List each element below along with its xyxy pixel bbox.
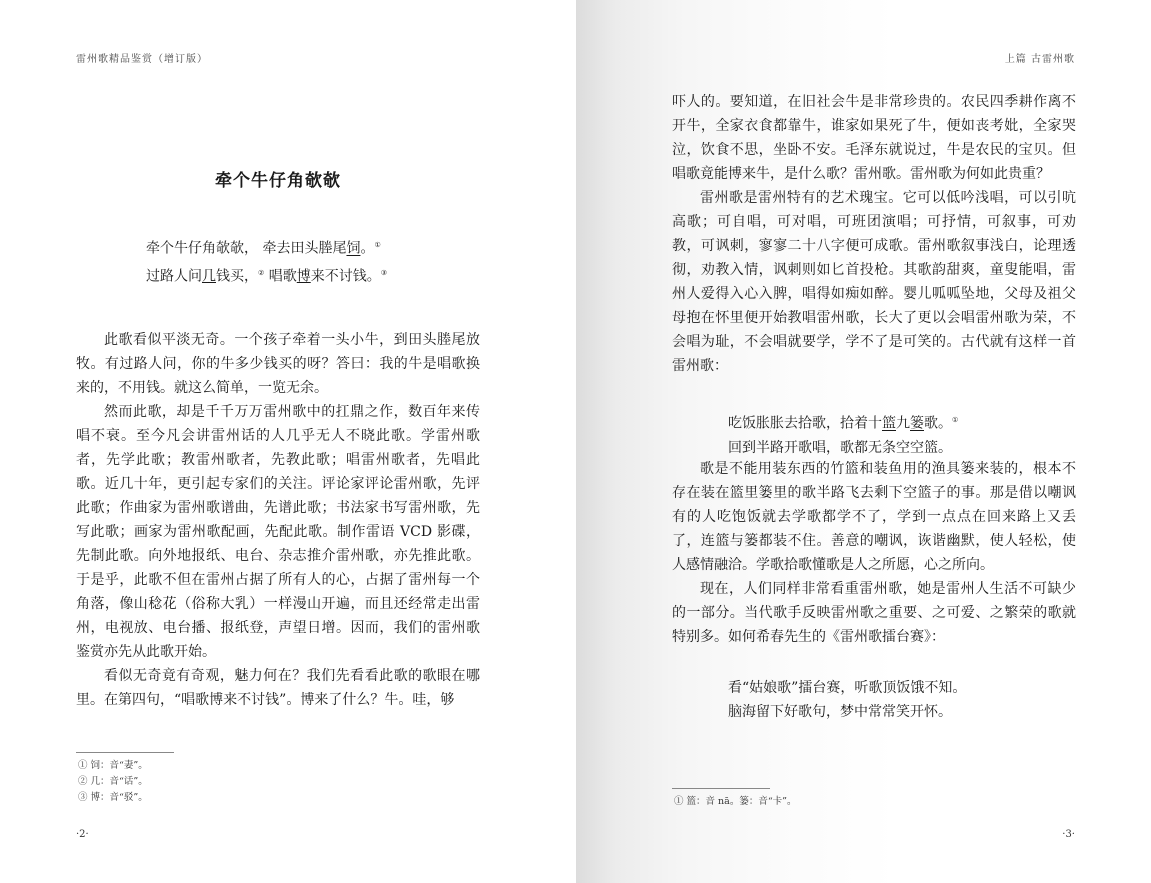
poem-line-1 [728,408,958,436]
paragraph: 看似无奇竟有奇观，魅力何在？我们先看看此歌的歌眼在哪里。在第四句，“唱歌博来不讨钱”。博来了什么？牛。哇，够 [76,668,480,708]
quoted-poem-1 [728,408,958,460]
poem-line-1 [146,233,387,261]
poem-line-1-text-a: 吃饭胀胀去拾歌，拾着十 [728,415,882,432]
page-number-left: ·2· [76,829,89,840]
right-body-text-a [672,90,1076,378]
footnotes-right [674,794,797,810]
poem-line-2: 脑海留下好歌句，梦中常常笑开怀。 [728,704,952,720]
running-head-right: 上篇 古雷州歌 [1004,54,1075,65]
footnote-mark-2: ② [258,268,265,277]
poem-line-2-text-a: 过路人问 [146,268,202,285]
poem-line-2-text-d: 来不讨钱。 [310,268,381,285]
poem-line-1-end: 。 [360,240,375,257]
right-page [576,0,1151,883]
paragraph: 歌是不能用装东西的竹篮和装鱼用的渔具篓来装的，根本不存在装在篮里篓里的歌半路飞去剩下空篮子的事。那是借以嘲讽有的人吃饱饭就去学歌都学不了，学到一点点在回来路上又丢了，连篮与篓都装不住。善意的嘲讽，诙谐幽默，使人轻松，使人感情融洽。学歌拾歌懂歌是人之所愿，心之所向。 [672,461,1076,573]
footnote-mark-3: ③ [380,268,388,277]
footnote-rule [672,788,770,789]
footnotes-left [78,758,148,806]
paragraph: 雷州歌是雷州特有的艺术瑰宝。它可以低吟浅唱，可以引吭高歌；可自唱，可对唱，可班团演唱；可抒情，可叙事，可劝教，可讽刺，寥寥二十八字便可成歌。雷州歌叙事浅白，论理透彻，劝教入情，讽刺则如匕首投枪。其歌韵甜爽，童叟能唱，雷州人爱得入心入脾，唱得如痴如醉。婴儿呱呱坠地，父母及祖父母抱在怀里便开始教唱雷州歌，长大了更以会唱雷州歌为荣，不会唱为耻，不会唱就要学，学不了是可笑的。古代就有这样一首雷州歌： [672,190,1076,374]
poem-line-1-text: 牵个牛仔角欹欹， 牵去田头塍尾 [146,240,347,257]
running-head-left: 雷州歌精品鉴赏（增订版） [76,54,208,65]
poem-line-1-underlined: 饲 [346,240,361,257]
poem-line-2-text-b: 钱买， [216,268,258,285]
footnote: ③ 博：音“驳”。 [78,792,148,803]
footnote: ① 饲：音“妻”。 [78,760,148,771]
poem-line-1-underlined-1: 篮 [882,415,896,432]
poem-line-1-text-b: 九 [896,415,910,432]
quoted-poem-2 [728,676,966,724]
poem-line-2-underlined-1: 几 [202,268,216,285]
poem-line-2 [146,261,387,289]
poem-title: 牵个牛仔角欹欹 [215,171,341,191]
footnote-mark-1: ① [374,241,381,249]
poem-line-1-text-c: 歌。 [924,415,952,432]
poem-line-2-text-c: 唱歌 [264,268,297,285]
paragraph: 此歌看似平淡无奇。一个孩子牵着一头小牛，到田头塍尾放牧。有过路人问，你的牛多少钱买的呀？答曰：我的牛是唱歌换来的，不用钱。就这么简单，一览无余。 [76,332,480,396]
featured-poem [146,233,387,288]
right-body-text-b [672,457,1076,649]
paragraph: 现在，人们同样非常看重雷州歌，她是雷州人生活不可缺少的一部分。当代歌手反映雷州歌之重要、之可爱、之繁荣的歌就特别多。如何希春先生的《雷州歌擂台赛》： [672,581,1076,645]
poem-line-1-underlined-2: 篓 [910,415,924,432]
page-number-right: ·3· [1062,829,1075,840]
footnote: ② 几：音“话”。 [78,776,148,787]
footnote-mark-1: ① [952,416,959,424]
footnote-rule [76,752,174,753]
poem-line-2-underlined-2: 博 [296,268,311,285]
left-body-text [76,328,480,712]
poem-line-1: 看“姑娘歌”擂台赛，听歌顶饭饿不知。 [728,680,967,696]
poem-line-2: 回到半路开歌唱，歌都无条空空篮。 [728,439,952,456]
footnote: ① 篮：音 nā。篓：音“卡”。 [674,796,797,807]
paragraph: 吓人的。要知道，在旧社会牛是非常珍贵的。农民四季耕作离不开牛，全家衣食都靠牛，谁家如果死了牛，便如丧考妣，全家哭泣，饮食不思，坐卧不安。毛泽东就说过，牛是农民的宝贝。但唱歌竟能博来牛，是什么歌？雷州歌。雷州歌为何如此贵重？ [672,94,1076,182]
paragraph: 然而此歌，却是千千万万雷州歌中的扛鼎之作，数百年来传唱不衰。至今凡会讲雷州话的人几乎无人不晓此歌。学雷州歌者，先学此歌；教雷州歌者，先教此歌；唱雷州歌者，先唱此歌。近几十年，更引起专家们的关注。评论家评论雷州歌，先评此歌；作曲家为雷州歌谱曲，先谱此歌；书法家书写雷州歌，先写此歌；画家为雷州歌配画，先配此歌。制作雷语 VCD 影碟，先制此歌。向外地报纸、电台、杂志推介雷州歌，亦先推此歌。于是乎，此歌不但在雷州占据了所有人的心，占据了雷州每一个角落，像山稔花（俗称大乳）一样漫山开遍，而且还经常走出雷州，电视放、电台播、报纸登，声望日增。因而，我们的雷州歌鉴赏亦先从此歌开始。 [76,404,480,660]
